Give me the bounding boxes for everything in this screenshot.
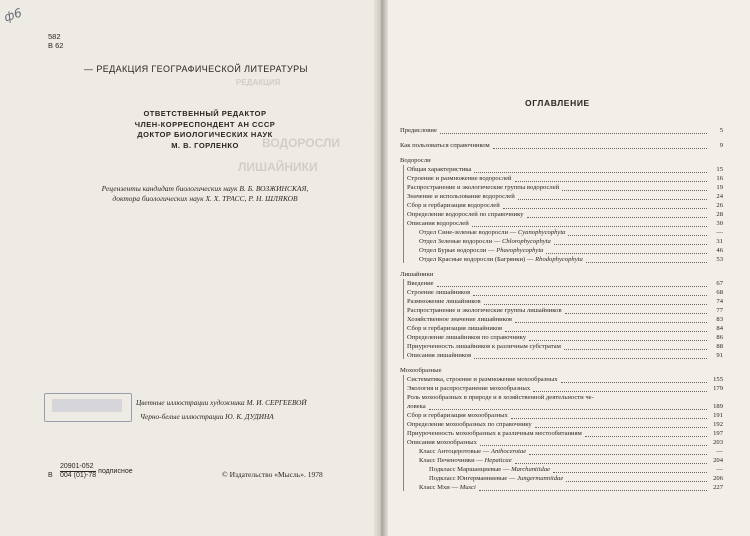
- toc-leader: [585, 436, 707, 437]
- udc-line: В 62: [48, 41, 64, 50]
- illustrations-line: Цветные иллюстрации художника М. И. СЕРГЕЕВОЙ: [136, 398, 307, 407]
- toc-entry-page: 197: [713, 430, 723, 437]
- toc-entry: [400, 174, 723, 183]
- toc-entry-text: Описания водорослей: [407, 220, 469, 227]
- toc-entry-page: —: [716, 466, 723, 473]
- catalog-line1: 20901-052: [60, 463, 94, 470]
- reviewers-line: Рецензенты кандидат биологических наук В. Б. ВОЗЖИНСКАЯ,: [101, 184, 309, 193]
- toc-entry-page: 227: [713, 484, 723, 491]
- toc-entry-text: Сбор и гербаризация водорослей: [407, 202, 500, 209]
- toc-entry: [400, 255, 723, 264]
- toc-entry-page: 19: [716, 184, 723, 191]
- toc-title: ОГЛАВЛЕНИЕ: [525, 98, 590, 108]
- toc-entry-text: Как пользоваться справочником: [400, 142, 490, 149]
- toc-leader: [565, 313, 707, 314]
- toc-entry: [400, 201, 723, 210]
- toc-leader: [515, 181, 707, 182]
- toc-entry-text: Подкласс Маршанциевые — Marchantiidae: [429, 466, 551, 473]
- catalog-index: [48, 463, 133, 480]
- toc-entry: [400, 351, 723, 360]
- toc-entry-text: Значение и использование водорослей: [407, 193, 515, 200]
- book-gutter: [374, 0, 388, 536]
- toc-entry-page: 91: [716, 352, 723, 359]
- toc-entry-page: 68: [716, 289, 723, 296]
- pencil-note: ф6: [2, 5, 24, 25]
- toc-entry-text: Экология и распространение мохообразных: [407, 385, 531, 392]
- toc-entry: [400, 288, 723, 297]
- reviewers: [40, 184, 370, 204]
- toc-entry: [400, 483, 723, 492]
- editor-line: ОТВЕТСТВЕННЫЙ РЕДАКТОР: [143, 109, 267, 118]
- toc-entry: [400, 402, 723, 411]
- toc-entry-latin: Rhodophycophyta: [535, 256, 583, 263]
- toc-entry: [400, 156, 723, 165]
- toc-entry: [400, 447, 723, 456]
- toc-leader: [493, 148, 707, 149]
- udc-code: [48, 32, 63, 50]
- toc-entry-page: —: [716, 229, 723, 236]
- udc-line: 582: [48, 32, 61, 41]
- toc-entry: [400, 297, 723, 306]
- toc-entry: [400, 393, 723, 402]
- toc-leader: [533, 391, 707, 392]
- toc-entry: [400, 141, 723, 150]
- toc-entry-text: Подкласс Юнгерманниевые — Jungermanniidae: [429, 475, 564, 482]
- reviewers-line: доктора биологических наук Х. Х. ТРАСС, Р. Н. ШЛЯКОВ: [112, 194, 298, 203]
- toc-entry-page: 88: [716, 343, 723, 350]
- toc-leader: [479, 490, 707, 491]
- toc-entry-text: ловека: [407, 403, 426, 410]
- responsible-editor: [40, 109, 370, 151]
- toc-entry: [400, 228, 723, 237]
- toc-leader: [480, 445, 707, 446]
- toc-leader: [515, 322, 707, 323]
- toc-entry: [400, 411, 723, 420]
- toc-entry-page: 204: [713, 457, 723, 464]
- illustrations-credit: [136, 396, 307, 423]
- toc-entry-text: Приуроченность лишайников к различным субстратам: [407, 343, 561, 350]
- toc-entry: [400, 270, 723, 279]
- toc-entry-text: Определение водорослей по справочнику: [407, 211, 524, 218]
- edition-line: — РЕДАКЦИЯ ГЕОГРАФИЧЕСКОЙ ЛИТЕРАТУРЫ: [84, 64, 308, 74]
- toc-entry: [400, 126, 723, 135]
- toc-entry-text: Сбор и гербаризация мохообразных: [407, 412, 508, 419]
- toc-entry-text: Отдел Красные водоросли (Багрянки) — Rhodophycophyta: [419, 256, 583, 263]
- toc-entry-latin: Hepaticae: [484, 457, 512, 464]
- toc-section-bracket: [403, 279, 404, 359]
- toc-entry-text: Определение лишайников по справочнику: [407, 334, 527, 341]
- toc-entry-text: Предисловие: [400, 127, 437, 134]
- toc-entry-page: 189: [713, 403, 723, 410]
- toc-entry-page: 24: [716, 193, 723, 200]
- toc-entry-text: Определение мохообразных по справочнику: [407, 421, 532, 428]
- toc-entry-page: 28: [716, 211, 723, 218]
- toc-entry-latin: Chlorophycophyta: [501, 238, 551, 245]
- catalog-line2: 004 (01)-78: [60, 471, 97, 479]
- catalog-suffix: подписное: [98, 467, 133, 475]
- toc-leader: [554, 244, 707, 245]
- toc-entry-page: —: [716, 448, 723, 455]
- toc-entry-text: Отдел Бурые водоросли — Phaeophycophyta: [419, 247, 544, 254]
- toc-entry-page: 191: [713, 412, 723, 419]
- toc-entry: [400, 420, 723, 429]
- illustrations-line: Черно-белые иллюстрации Ю. К. ДУДИНА: [140, 411, 274, 421]
- toc-entry: [400, 438, 723, 447]
- toc-entry-page: 5: [719, 127, 723, 134]
- toc-leader: [473, 295, 707, 296]
- toc-entry-latin: Cyanophycophyta: [517, 229, 566, 236]
- editor-line: ДОКТОР БИОЛОГИЧЕСКИХ НАУК: [137, 130, 273, 139]
- toc-leader: [505, 331, 707, 332]
- toc-entry-page: 31: [716, 238, 723, 245]
- toc-leader: [553, 472, 707, 473]
- toc-entry-text: Размножение лишайников: [407, 298, 481, 305]
- toc-entry: [400, 210, 723, 219]
- toc-leader: [518, 199, 707, 200]
- toc-entry: [400, 165, 723, 174]
- toc-entry: [400, 342, 723, 351]
- toc-entry-page: 192: [713, 421, 723, 428]
- toc-entry-text: Строение лишайников: [407, 289, 471, 296]
- toc-entry: [400, 333, 723, 342]
- toc-entry-text: Отдел Сине-зеленые водоросли — Cyanophycophyta: [419, 229, 566, 236]
- toc-entry-page: 77: [716, 307, 723, 314]
- toc-leader: [437, 286, 707, 287]
- toc-entry-page: 53: [716, 256, 723, 263]
- toc-entry-text: Класс Мхи — Musci: [419, 484, 476, 491]
- toc-leader: [566, 481, 707, 482]
- toc-entry-page: 206: [713, 475, 723, 482]
- toc-entry-text: Хозяйственное значение лишайников: [407, 316, 512, 323]
- toc-entry-text: Лишайники: [400, 271, 434, 278]
- toc-entry-latin: Phaeophycophyta: [496, 247, 544, 254]
- toc-entry-latin: Marchantiidae: [511, 466, 551, 473]
- toc-entry-page: 179: [713, 385, 723, 392]
- toc-leader: [503, 208, 707, 209]
- toc-entry: [400, 237, 723, 246]
- toc-entry-page: 74: [716, 298, 723, 305]
- toc-leader: [568, 235, 707, 236]
- toc-entry-text: Класс Печеночники — Hepaticae: [419, 457, 512, 464]
- toc-entry: [400, 324, 723, 333]
- toc-leader: [529, 454, 707, 455]
- left-page: ф6 582 В 62 — РЕДАКЦИЯ ГЕОГРАФИЧЕСКОЙ ЛИТЕРАТУРЫ РЕДАКЦИЯ ВОДОРОСЛИ ЛИШАЙНИКИ ОТВЕТСТВЕННЫЙ РЕДАКТОР ЧЛЕН-КОРРЕСПОНДЕНТ АН СССР ДОКТОР БИОЛОГИЧЕСКИХ НАУК М. В. ГОРЛЕНКО Рецензенты кандидат биологических наук В. Б. ВОЗЖИНСКАЯ, доктора биологических наук Х. Х. ТРАСС, Р. Н. ШЛЯКОВ Цветные иллюстрации художника М. И. СЕРГЕЕВОЙ Черно-белые иллюстрации Ю. К. ДУДИНА 20901-052 В 004 (01)-78 подписное © Издательство «Мысль». 1978: [0, 0, 381, 536]
- toc-entry: [400, 384, 723, 393]
- toc-entry-text: Строение и размножение водорослей: [407, 175, 512, 182]
- editor-line: М. В. ГОРЛЕНКО: [171, 140, 239, 150]
- edition-text: РЕДАКЦИЯ ГЕОГРАФИЧЕСКОЙ ЛИТЕРАТУРЫ: [96, 64, 308, 74]
- toc-entry-text: Роль мохообразных в природе и в хозяйственной деятельности че-: [407, 394, 594, 401]
- toc-entry: [400, 246, 723, 255]
- toc-leader: [472, 226, 707, 227]
- toc-entry-page: 15: [716, 166, 723, 173]
- toc-entry-page: 86: [716, 334, 723, 341]
- toc-entry-text: Систематика, строение и размножение мохообразных: [407, 376, 558, 383]
- toc-entry-latin: Anthocerotae: [490, 448, 527, 455]
- toc-entry-text: Распространение и экологические группы лишайников: [407, 307, 562, 314]
- toc-entry-text: Класс Антоцеротовые — Anthocerotae: [419, 448, 527, 455]
- toc-entry-text: Сбор и гербаризация лишайников: [407, 325, 503, 332]
- toc-leader: [529, 340, 707, 341]
- toc-leader: [474, 358, 707, 359]
- toc-entry-page: 203: [713, 439, 723, 446]
- toc-entry-text: Введение: [407, 280, 434, 287]
- toc-entry: [400, 465, 723, 474]
- toc-entry: [400, 306, 723, 315]
- toc-entry: [400, 375, 723, 384]
- toc-entry-page: 84: [716, 325, 723, 332]
- toc-entry-text: Описания мохообразных: [407, 439, 477, 446]
- toc-entry-page: 16: [716, 175, 723, 182]
- toc-entry: [400, 315, 723, 324]
- toc-entry-text: Отдел Зеленые водоросли — Chlorophycophyta: [419, 238, 551, 245]
- toc-entry: [400, 219, 723, 228]
- toc-section-bracket: [403, 165, 404, 263]
- toc-entry-latin: Musci: [459, 484, 476, 491]
- toc-entry-page: 46: [716, 247, 723, 254]
- toc-entry-text: Мохообразные: [400, 367, 442, 374]
- toc-entry: [400, 366, 723, 375]
- editor-line: ЧЛЕН-КОРРЕСПОНДЕНТ АН СССР: [134, 119, 276, 129]
- toc-leader: [535, 427, 707, 428]
- toc-leader: [527, 217, 707, 218]
- toc-entry-page: 67: [716, 280, 723, 287]
- toc-entry-text: Приуроченность мохообразных к различным местообитаниям: [407, 430, 582, 437]
- toc-entry-page: 26: [716, 202, 723, 209]
- toc-leader: [511, 418, 707, 419]
- toc-entry-page: 9: [719, 142, 723, 149]
- toc-leader: [429, 409, 707, 410]
- toc-entry-text: Водоросли: [400, 157, 431, 164]
- toc-entry: [400, 192, 723, 201]
- toc-entry: [400, 183, 723, 192]
- toc-leader: [474, 172, 707, 173]
- toc-leader: [484, 304, 707, 305]
- publisher-copyright: © Издательство «Мысль». 1978: [222, 470, 323, 479]
- toc-entry: [400, 429, 723, 438]
- toc-leader: [562, 190, 707, 191]
- toc-entry-text: Общая характеристика: [407, 166, 472, 173]
- toc-leader: [546, 253, 707, 254]
- catalog-prefix: В: [48, 471, 53, 479]
- toc-entry-page: 30: [716, 220, 723, 227]
- toc-entry-latin: Jungermanniidae: [517, 475, 564, 482]
- toc-entry-page: 155: [713, 376, 723, 383]
- toc-entry-text: Распространение и экологические группы водорослей: [407, 184, 560, 191]
- toc-entry-page: 83: [716, 316, 723, 323]
- toc-leader: [515, 463, 707, 464]
- toc-leader: [564, 349, 707, 350]
- toc-leader: [561, 382, 707, 383]
- library-stamp-fill: [52, 399, 122, 412]
- toc-entry: [400, 279, 723, 288]
- toc-entry: [400, 474, 723, 483]
- toc-section-bracket: [403, 375, 404, 491]
- toc-entry-text: Описания лишайников: [407, 352, 472, 359]
- toc-entry: [400, 456, 723, 465]
- toc-leader: [586, 262, 707, 263]
- toc-leader: [440, 133, 707, 134]
